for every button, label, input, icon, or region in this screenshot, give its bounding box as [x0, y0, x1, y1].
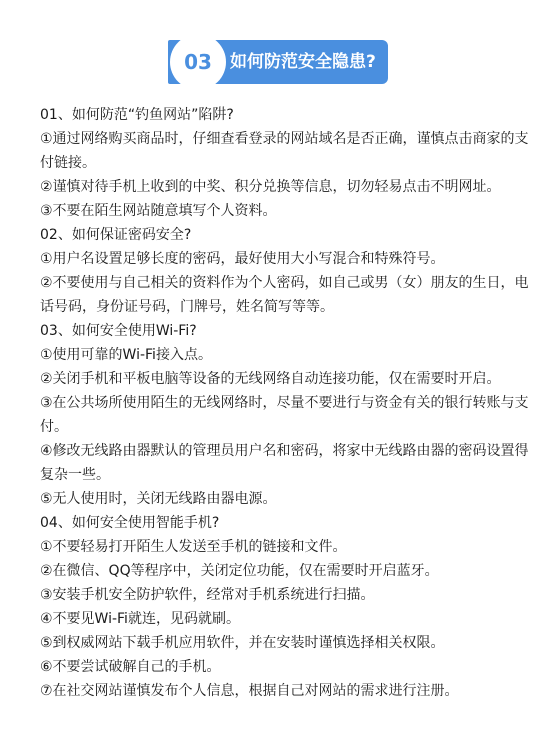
- section-heading: 03、如何安全使用Wi-Fi?: [40, 323, 197, 339]
- list-item: ①用户名设置足够长度的密码，最好使用大小写混合和特殊符号。: [40, 251, 445, 267]
- article-body: [40, 103, 530, 703]
- section-number-badge: 03: [172, 36, 224, 88]
- list-item: ⑤无人使用时，关闭无线路由器电源。: [40, 491, 277, 507]
- list-item: ①通过网络购买商品时，仔细查看登录的网站域名是否正确，谨慎点击商家的支付链接。: [40, 131, 529, 171]
- list-item: ①使用可靠的Wi-Fi接入点。: [40, 347, 212, 363]
- section-heading: 01、如何防范“钓鱼网站”陷阱?: [40, 107, 234, 123]
- section-heading: 04、如何安全使用智能手机?: [40, 515, 220, 531]
- list-item: ③不要在陌生网站随意填写个人资料。: [40, 203, 277, 219]
- list-item: ②关闭手机和平板电脑等设备的无线网络自动连接功能，仅在需要时开启。: [40, 371, 501, 387]
- list-item: ④修改无线路由器默认的管理员用户名和密码，将家中无线路由器的密码设置得复杂一些。: [40, 443, 529, 483]
- list-item: ③安装手机安全防护软件，经常对手机系统进行扫描。: [40, 587, 375, 603]
- page-title: 如何防范安全隐患?: [230, 52, 376, 72]
- list-item: ⑤到权威网站下载手机应用软件，并在安装时谨慎选择相关权限。: [40, 635, 445, 651]
- list-item: ④不要见Wi-Fi就连，见码就刷。: [40, 611, 240, 627]
- section-heading: 02、如何保证密码安全?: [40, 227, 192, 243]
- list-item: ③在公共场所使用陌生的无线网络时，尽量不要进行与资金有关的银行转账与支付。: [40, 395, 529, 435]
- list-item: ①不要轻易打开陌生人发送至手机的链接和文件。: [40, 539, 347, 555]
- list-item: ②不要使用与自己相关的资料作为个人密码，如自己或男（女）朋友的生日，电话号码，身份证号码，门牌号，姓名简写等等。: [40, 275, 529, 315]
- list-item: ②在微信、QQ等程序中，关闭定位功能，仅在需要时开启蓝牙。: [40, 563, 439, 579]
- list-item: ⑦在社交网站谨慎发布个人信息，根据自己对网站的需求进行注册。: [40, 683, 459, 699]
- list-item: ②谨慎对待手机上收到的中奖、积分兑换等信息，切勿轻易点击不明网址。: [40, 179, 501, 195]
- list-item: ⑥不要尝试破解自己的手机。: [40, 659, 221, 675]
